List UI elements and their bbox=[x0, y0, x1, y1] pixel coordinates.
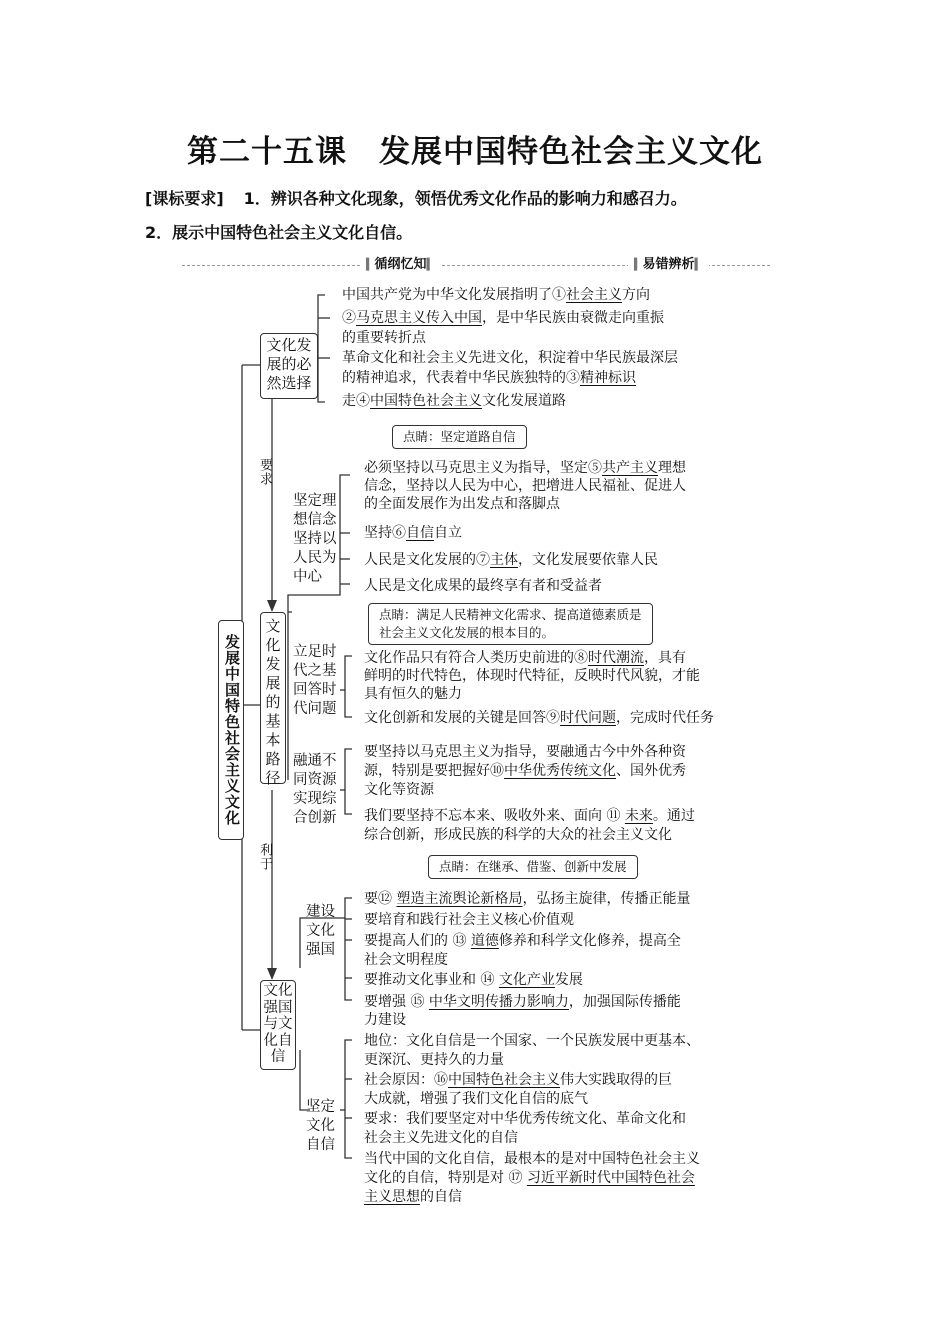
s1-item-4: 走④中国特色社会主义文化发展道路 bbox=[342, 393, 566, 409]
s3-g1-line-6: 要增强 ⑮ 中华文明传播力影响力，加强国际传播能 bbox=[364, 994, 681, 1010]
s3-g2-line-2: 更深沉、更持久的力量 bbox=[364, 1052, 504, 1068]
s2-node bbox=[260, 612, 286, 787]
s2-g1-line-5: 人民是文化发展的⑦主体，文化发展要依靠人民 bbox=[364, 552, 658, 568]
s2-g3-label: 融通不同资源实现综合创新 bbox=[293, 753, 337, 826]
s3-g1-line-3: 要提高人们的 ⑬ 道德修养和科学文化修养，提高全 bbox=[364, 933, 681, 949]
s2-g1-note-line-1: 点睛：满足人民精神文化需求、提高道德素质是 bbox=[379, 607, 642, 622]
s2-g3-line-2: 源，特别是要把握好⑩中华优秀传统文化、国外优秀 bbox=[364, 763, 686, 779]
s2-g2-line-2: 鲜明的时代特色，体现时代特征，反映时代风貌，才能 bbox=[364, 668, 700, 684]
s1-item-1: 中国共产党为中华文化发展指明了①社会主义方向 bbox=[342, 287, 650, 303]
s3-g1-line-1: 要⑫ 塑造主流舆论新格局，弘扬主旋律，传播正能量 bbox=[364, 891, 691, 907]
s3-g2-label: 坚定文化自信 bbox=[306, 1099, 335, 1153]
s3-g2-line-4: 大成就，增强了我们文化自信的底气 bbox=[364, 1091, 588, 1107]
s3-g1-label: 建设文化强国 bbox=[306, 904, 335, 958]
tab-error-analysis-label: 易错辨析 bbox=[642, 257, 695, 272]
s2-g2-line-4: 文化创新和发展的关键是回答⑨时代问题，完成时代任务 bbox=[364, 710, 714, 726]
s1-item-2b: 的重要转折点 bbox=[342, 330, 426, 346]
requirement-item-2: 2．展示中国特色社会主义文化自信。 bbox=[145, 223, 413, 242]
s3-g2-line-9: 主义思想的自信 bbox=[364, 1189, 462, 1205]
s3-g1-line-7: 力建设 bbox=[364, 1012, 406, 1028]
s2-g1-line-1: 必须坚持以马克思主义为指导，坚定⑤共产主义理想 bbox=[364, 460, 686, 476]
s2-g3-line-1: 要坚持以马克思主义为指导，要融通古今中外各种资 bbox=[364, 744, 686, 760]
s1-note: 点睛：坚定道路自信 bbox=[392, 425, 527, 449]
s3-g2-line-5: 要求：我们要坚定对中华优秀传统文化、革命文化和 bbox=[364, 1111, 686, 1127]
g2-bracket bbox=[345, 656, 352, 717]
s3-g2-line-8: 文化的自信，特别是对 ⑰ 习近平新时代中国特色社会 bbox=[364, 1170, 695, 1186]
s2-g1-line-6: 人民是文化成果的最终享有者和受益者 bbox=[364, 578, 602, 594]
s2-g1-label: 坚定理想信念坚持以人民为中心 bbox=[293, 493, 337, 585]
s2-g3-line-3: 文化等资源 bbox=[364, 782, 434, 798]
requirement-item-1: 1．辨识各种文化现象，领悟优秀文化作品的影响力和感召力。 bbox=[243, 189, 687, 208]
s3-g1-line-2: 要培育和践行社会主义核心价值观 bbox=[364, 912, 574, 928]
s2-g1-line-4: 坚持⑥自信自立 bbox=[364, 525, 462, 541]
requirements-tag: [课标要求] bbox=[145, 189, 224, 208]
arrow-head-2 bbox=[267, 968, 277, 980]
s2-g1-note-line-2: 社会主义文化发展的根本目的。 bbox=[379, 625, 555, 640]
arrow-head-1 bbox=[267, 600, 277, 612]
s1-item-2: ②马克思主义传入中国，是中华民族由衰微走向重振 bbox=[342, 310, 664, 326]
s1-item-3: 革命文化和社会主义先进文化，积淀着中华民族最深层 bbox=[342, 350, 678, 366]
s2-g1-line-2: 信念，坚持以人民为中心，把增进人民福祉、促进人 bbox=[364, 478, 686, 494]
s3g2-bracket bbox=[345, 1040, 352, 1158]
s3-label: 文化强国与文化自信 bbox=[263, 983, 293, 1065]
s3-node bbox=[260, 980, 296, 1070]
arrow-label-benefit: 利于 bbox=[257, 843, 272, 871]
s2-g2-line-3: 具有恒久的魅力 bbox=[364, 686, 462, 702]
s3-g1-line-5: 要推动文化事业和 ⑭ 文化产业发展 bbox=[364, 972, 583, 988]
s2-g2-line-1: 文化作品只有符合人类历史前进的⑧时代潮流，具有 bbox=[364, 650, 686, 666]
s2-group-spine bbox=[288, 612, 292, 780]
s2-label: 文化发展的基本路径 bbox=[265, 617, 281, 787]
s2-g3-line-4: 我们要坚持不忘本来、吸收外来、面向 ⑪ 未来。通过 bbox=[364, 808, 695, 824]
s1-bracket bbox=[318, 295, 325, 402]
arrow-label-require: 要求 bbox=[257, 458, 272, 486]
s1-label: 文化发展的必然选择 bbox=[266, 336, 312, 392]
s3-g2-line-1: 地位：文化自信是一个国家、一个民族发展中更基本、 bbox=[364, 1033, 700, 1049]
s2-g1-line-3: 的全面发展作为出发点和落脚点 bbox=[364, 496, 560, 512]
s2-g1-note bbox=[368, 603, 653, 645]
s3-g2-line-7: 当代中国的文化自信，最根本的是对中国特色社会主义 bbox=[364, 1151, 700, 1167]
s2-g3-note: 点睛：在继承、借鉴、创新中发展 bbox=[428, 855, 638, 879]
g3-bracket bbox=[345, 749, 352, 814]
s3-g1-line-4: 社会文明程度 bbox=[364, 952, 448, 968]
s3g1-bracket bbox=[345, 898, 352, 1000]
s1-item-3b: 的精神追求，代表着中华民族独特的③精神标识 bbox=[342, 370, 636, 386]
s3-g2-line-6: 社会主义先进文化的自信 bbox=[364, 1130, 518, 1146]
s2-g2-label: 立足时代之基回答时代问题 bbox=[293, 644, 337, 717]
s2-g3-line-5: 综合创新，形成民族的科学的大众的社会主义文化 bbox=[364, 827, 672, 843]
s1-node bbox=[260, 333, 318, 399]
page-title: 第二十五课 发展中国特色社会主义文化 bbox=[187, 134, 763, 170]
tab-review-label: 循纲忆知 bbox=[374, 257, 427, 272]
root-node: 发展中国特色社会主义文化 bbox=[218, 620, 244, 840]
s3-g2-line-3: 社会原因：⑯中国特色社会主义伟大实践取得的巨 bbox=[364, 1072, 672, 1088]
